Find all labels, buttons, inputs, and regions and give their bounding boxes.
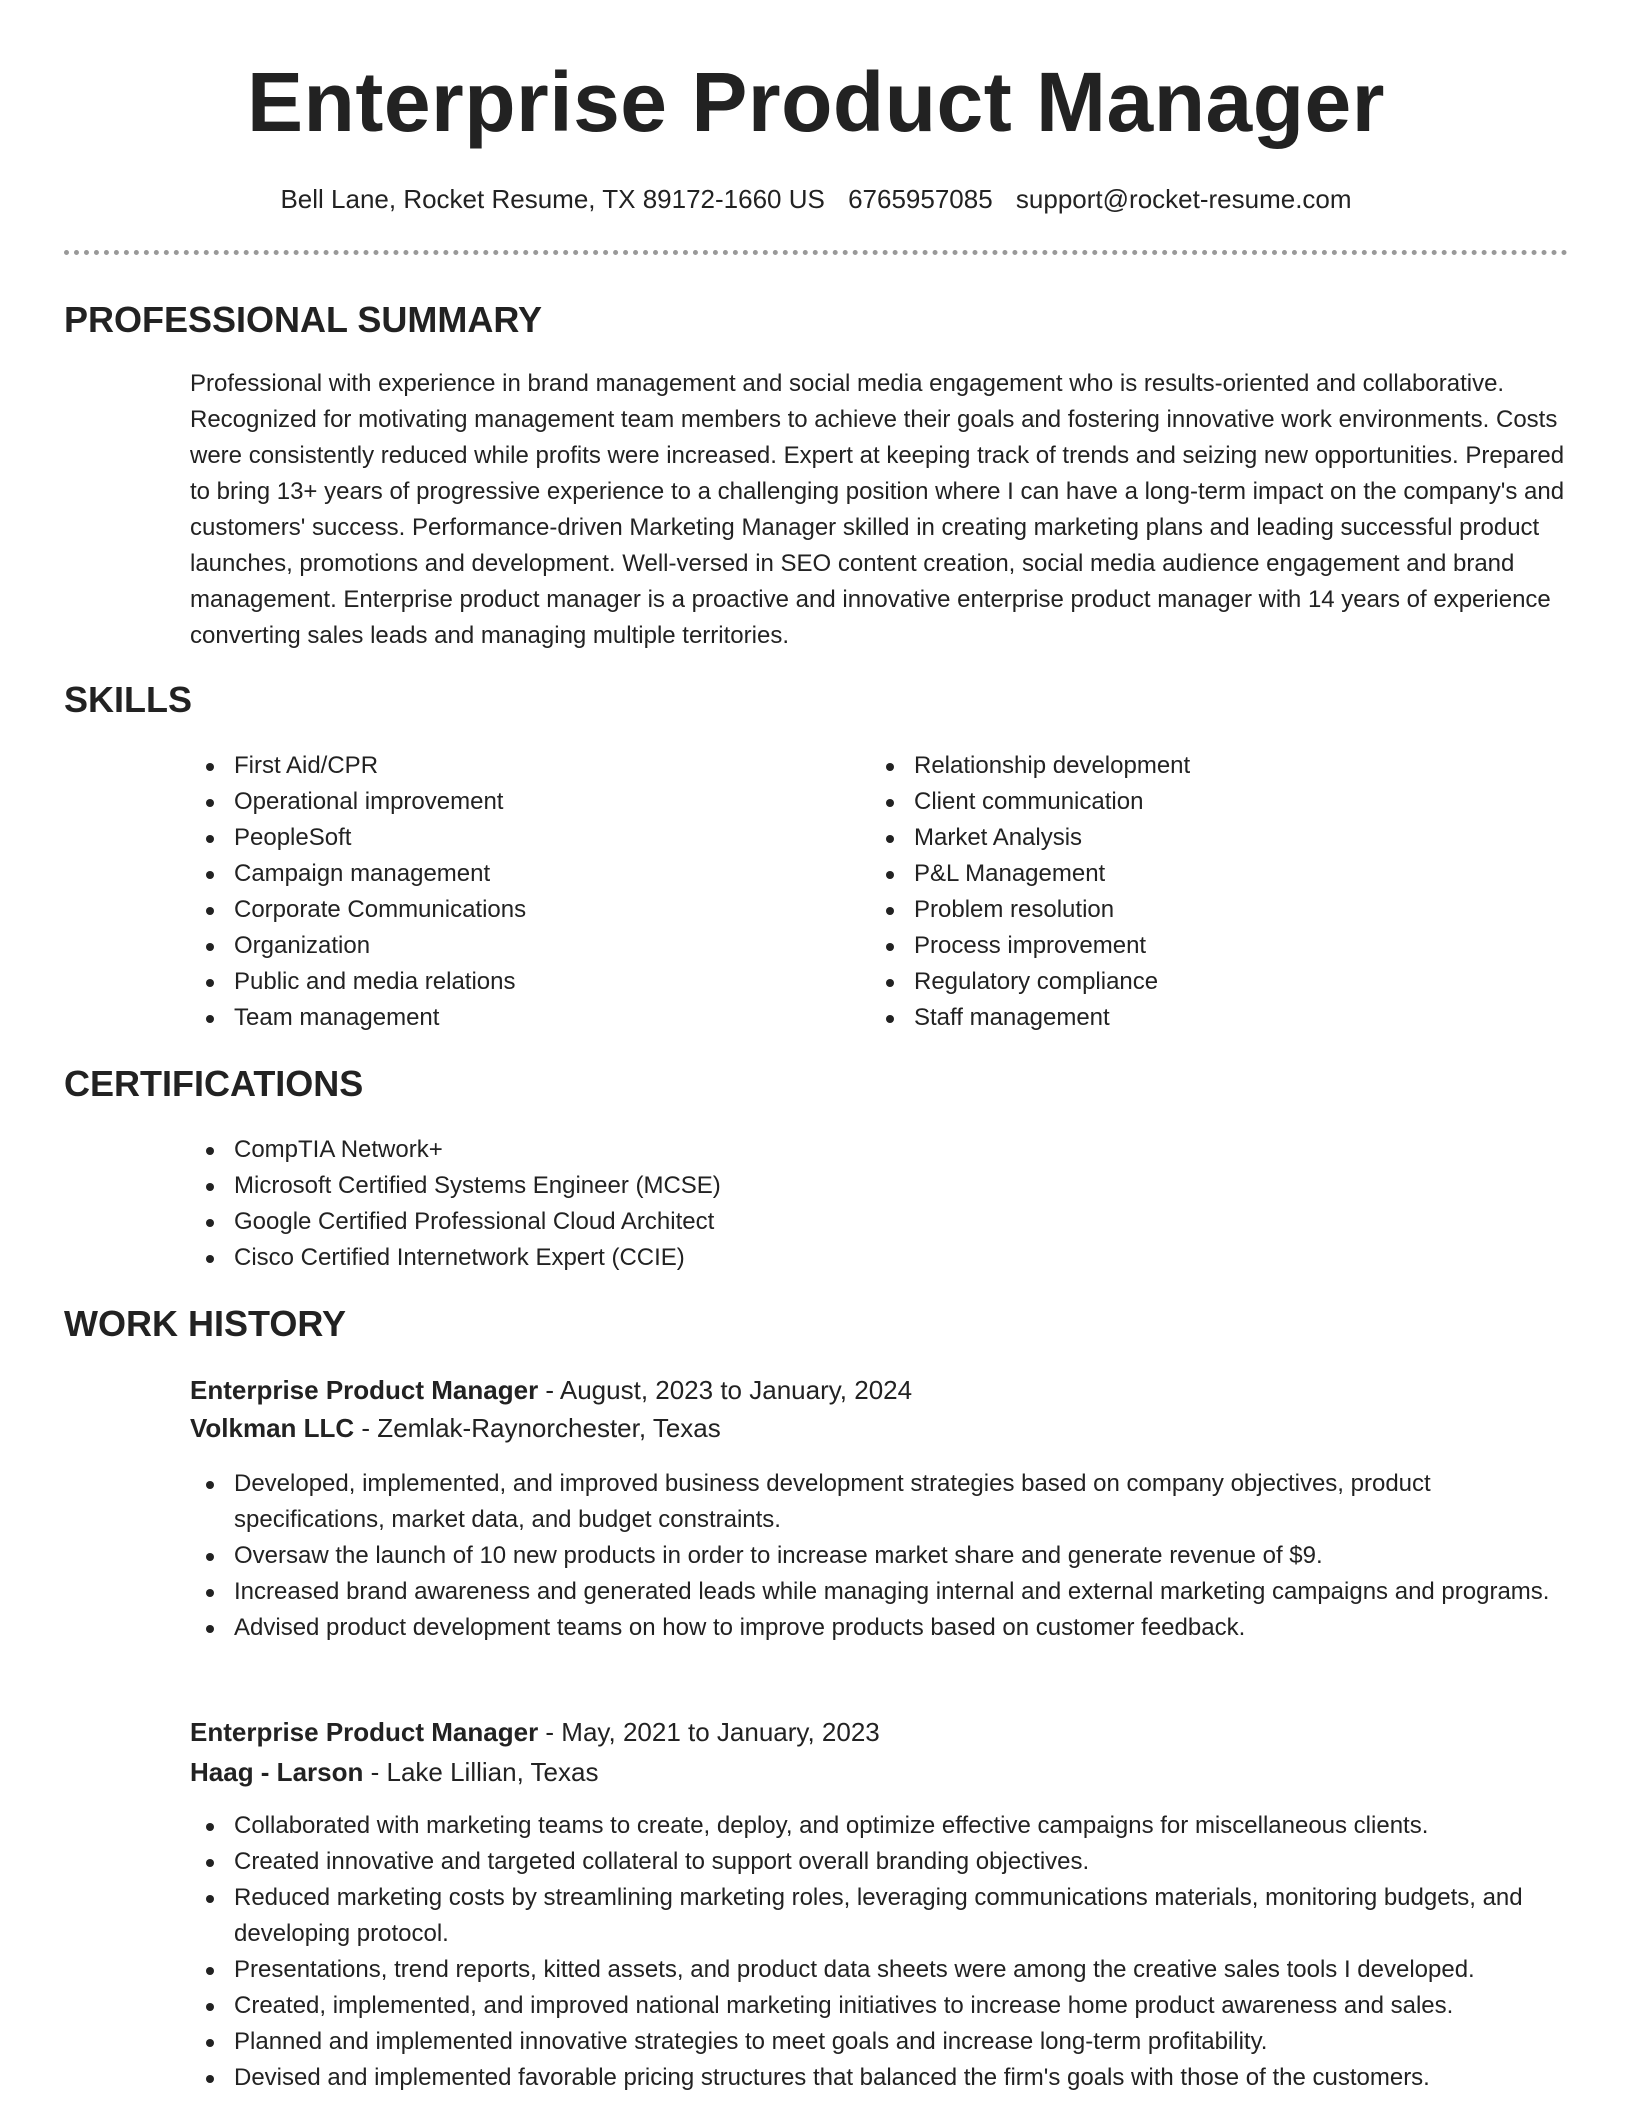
skill-item: Process improvement [870, 928, 1510, 964]
skill-item: Relationship development [870, 748, 1510, 784]
job-bullets-list [190, 1808, 1570, 2096]
skill-item: Problem resolution [870, 892, 1510, 928]
job-bullets-list [190, 1466, 1570, 1646]
work-history-heading: WORK HISTORY [64, 1303, 347, 1344]
job-bullet: Developed, implemented, and improved business development strategies based on company objectives, product specifications, market data, and budget constraints. [190, 1466, 1570, 1538]
skill-item: Organization [190, 928, 830, 964]
job-dates: - May, 2021 to January, 2023 [538, 1717, 880, 1747]
skill-item: Staff management [870, 1000, 1510, 1036]
skill-item: Campaign management [190, 856, 830, 892]
job-company: Volkman LLC [190, 1413, 355, 1443]
skill-item: Regulatory compliance [870, 964, 1510, 1000]
contact-email: support@rocket-resume.com [1015, 184, 1352, 214]
job-bullet: Collaborated with marketing teams to create, deploy, and optimize effective campaigns for miscellaneous clients. [190, 1808, 1570, 1844]
job-bullet: Created, implemented, and improved national marketing initiatives to increase home product awareness and sales. [190, 1988, 1570, 2024]
job-bullet: Advised product development teams on how to improve products based on customer feedback. [190, 1610, 1570, 1646]
job-title: Enterprise Product Manager [190, 1717, 539, 1747]
certification-item: Google Certified Professional Cloud Architect [190, 1204, 1190, 1240]
job-bullet: Oversaw the launch of 10 new products in order to increase market share and generate revenue of $9. [190, 1538, 1570, 1574]
certification-item: Microsoft Certified Systems Engineer (MCSE) [190, 1168, 1190, 1204]
job-location: - Zemlak-Raynorchester, Texas [354, 1413, 721, 1443]
job-company-line [190, 1754, 598, 1790]
certification-item: CompTIA Network+ [190, 1132, 1190, 1168]
summary-text: Professional with experience in brand management and social media engagement who is results-oriented and collaborative. Recognized for motivating management team members to achieve their goals and fostering innovative work environments. Costs were consistently reduced while profits were increased. Expert at keeping track of trends and seizing new opportunities. Prepared to bring 13+ years of progressive experience to a challenging position where I can have a long-term impact on the company's and customers' success. Performance-driven Marketing Manager skilled in creating marketing plans and leading successful product launches, promotions and development. Well-versed in SEO content creation, social media audience engagement and brand management. Enterprise product manager is a proactive and innovative enterprise product manager with 14 years of experience converting sales leads and managing multiple territories. [190, 370, 1565, 649]
contact-address: Bell Lane, Rocket Resume, TX 89172-1660 US [280, 184, 825, 214]
header-divider [64, 250, 1568, 255]
job-dates: - August, 2023 to January, 2024 [538, 1375, 913, 1405]
job-title-line [190, 1714, 880, 1750]
job-location: - Lake Lillian, Texas [363, 1757, 599, 1787]
skill-item: P&L Management [870, 856, 1510, 892]
job-bullet: Planned and implemented innovative strategies to meet goals and increase long-term profitability. [190, 2024, 1570, 2060]
skills-heading: SKILLS [64, 679, 193, 720]
skill-item: Public and media relations [190, 964, 830, 1000]
job-company: Haag - Larson [190, 1757, 364, 1787]
certifications-list [190, 1132, 1190, 1276]
skill-item: Client communication [870, 784, 1510, 820]
job-bullet: Devised and implemented favorable pricing structures that balanced the firm's goals with those of the customers. [190, 2060, 1570, 2096]
skill-item: PeopleSoft [190, 820, 830, 856]
contact-line [0, 182, 1632, 216]
summary-heading: PROFESSIONAL SUMMARY [64, 299, 543, 340]
skill-item: First Aid/CPR [190, 748, 830, 784]
skill-item: Market Analysis [870, 820, 1510, 856]
skill-item: Operational improvement [190, 784, 830, 820]
job-bullet: Presentations, trend reports, kitted assets, and product data sheets were among the creative sales tools I developed. [190, 1952, 1570, 1988]
job-bullet: Reduced marketing costs by streamlining marketing roles, leveraging communications materials, monitoring budgets, and developing protocol. [190, 1880, 1570, 1952]
job-title-line [190, 1372, 912, 1408]
job-title: Enterprise Product Manager [190, 1375, 539, 1405]
page-title: Enterprise Product Manager [247, 55, 1385, 149]
certifications-heading: CERTIFICATIONS [64, 1063, 364, 1104]
skills-list-left [190, 748, 830, 1036]
contact-phone: 6765957085 [848, 184, 993, 214]
skill-item: Team management [190, 1000, 830, 1036]
skills-list-right [870, 748, 1510, 1036]
job-bullet: Increased brand awareness and generated leads while managing internal and external marketing campaigns and programs. [190, 1574, 1570, 1610]
certification-item: Cisco Certified Internetwork Expert (CCIE) [190, 1240, 1190, 1276]
skill-item: Corporate Communications [190, 892, 830, 928]
job-company-line [190, 1410, 721, 1446]
job-bullet: Created innovative and targeted collateral to support overall branding objectives. [190, 1844, 1570, 1880]
